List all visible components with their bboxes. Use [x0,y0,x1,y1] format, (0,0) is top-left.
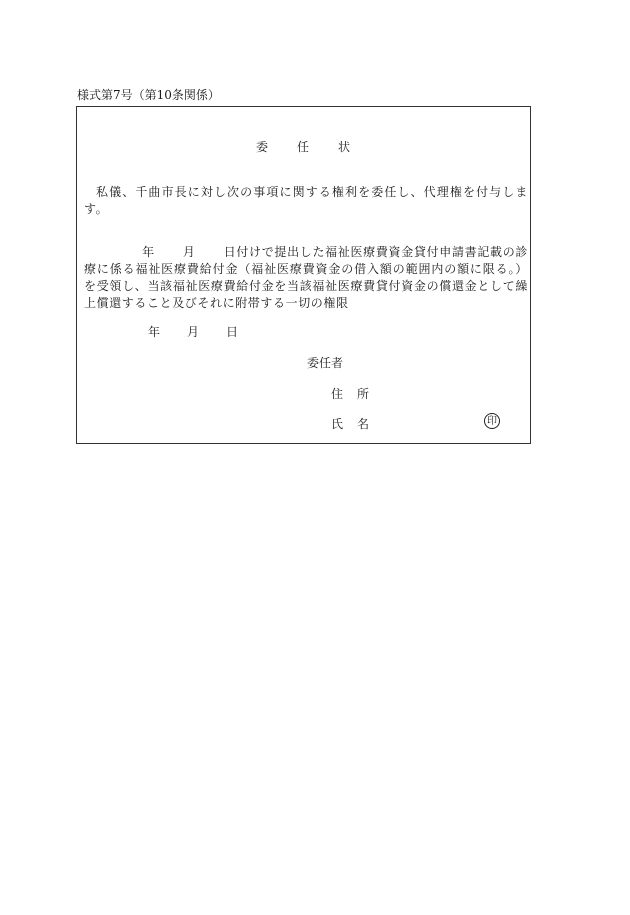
address-char: 住 [331,387,344,401]
name-label [331,415,369,432]
date-year-label: 年 [148,325,161,339]
form-number: 様式第7号（第10条関係） [77,88,220,102]
title-char: 委 [255,140,269,154]
date-day-label: 日 [226,325,239,339]
delegated-matter [84,244,528,312]
address-label [331,385,369,402]
title-char: 任 [296,140,310,154]
matter-year-label: 年 [142,245,155,259]
matter-month-label: 月 [182,245,196,259]
document-frame [76,106,531,444]
signing-date [148,323,238,340]
matter-text: 日付けで提出した福祉医療費資金貸付申請書記載の診療に係る福祉医療費給付金（福祉医療費資金の借入額の範囲内の額に限る。）を受領し、当該福祉医療費給付金を当該福祉医療費貸付資金の償還金として繰上償還すること及びそれに附帯する一切の権限 [84,245,529,310]
document-title [77,138,530,155]
delegator-label: 委任者 [307,356,344,370]
seal-mark: 印 [484,413,500,429]
address-char: 所 [357,387,370,401]
delegation-statement: 私儀、千曲市長に対し次の事項に関する権利を委任し、代理権を付与します。 [84,185,528,216]
date-month-label: 月 [187,325,200,339]
title-char: 状 [338,140,352,154]
name-char: 名 [357,417,370,431]
name-char: 氏 [331,417,344,431]
